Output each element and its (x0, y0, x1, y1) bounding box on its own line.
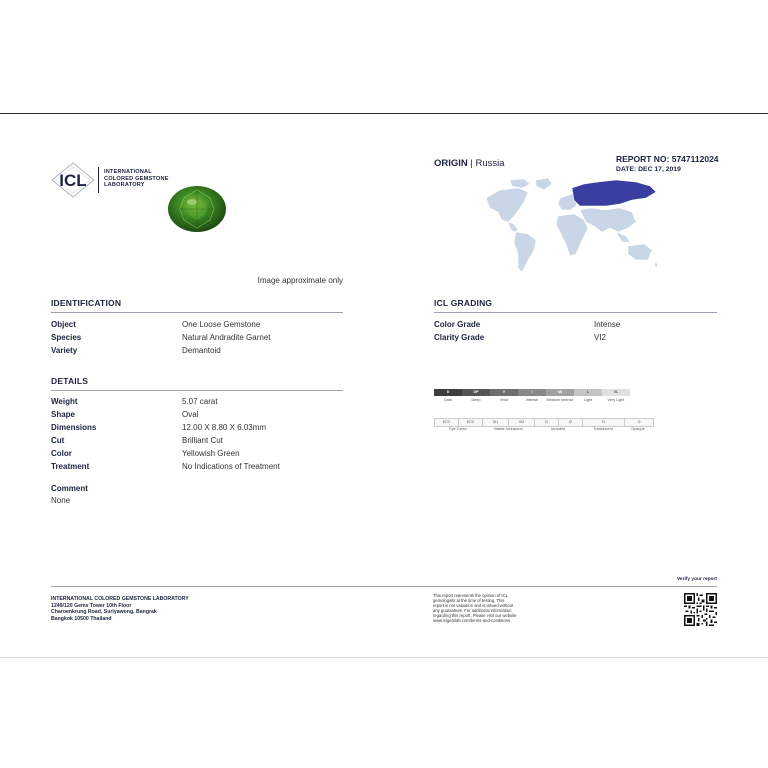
row-label: Cut (51, 436, 65, 445)
verify-report-link[interactable]: Verify your report (677, 577, 717, 582)
color-scale-cell: I (518, 389, 546, 396)
clarity-scale-group: Opaque (631, 427, 645, 431)
logo-divider (98, 167, 99, 193)
color-scale-label: Medium Intense (546, 398, 574, 402)
row-value: VI2 (594, 333, 607, 342)
clarity-scale-cell: TL (583, 419, 625, 426)
comment-label: Comment (51, 484, 88, 493)
address-line: Bangkok 10500 Thailand (51, 615, 112, 622)
address-line: Charoenkrung Road, Suriyawong, Bangrak (51, 609, 157, 616)
row-value: 12.00 X 8.80 X 6.03mm (182, 423, 267, 432)
world-map (480, 176, 662, 278)
row-value: Demantoid (182, 346, 221, 355)
disclaimer-line: regarding this report, Please visit our website (433, 613, 517, 618)
identification-title: IDENTIFICATION (51, 298, 122, 308)
row-value: Brilliant Cut (182, 436, 223, 445)
logo-text (104, 169, 169, 189)
details-title: DETAILS (51, 376, 89, 386)
identification-row (51, 332, 343, 344)
color-scale-label: Deep (471, 398, 481, 402)
gemstone-image (166, 184, 228, 234)
clarity-scale-group: Visible Inclusions (493, 427, 523, 431)
row-label: Species (51, 333, 82, 342)
clarity-scale-group: Eye Clean (449, 427, 467, 431)
origin (434, 158, 505, 169)
qr-code-icon[interactable] (684, 593, 717, 626)
color-scale-label: Vivid (499, 398, 509, 402)
details-rule (51, 390, 343, 391)
row-label: Shape (51, 410, 76, 419)
logo-line: COLORED GEMSTONE (104, 175, 169, 182)
image-note: Image approximate only (257, 276, 343, 285)
logo-line: INTERNATIONAL (104, 169, 152, 175)
row-value: Yellowish Green (182, 449, 240, 458)
identification-row (51, 319, 343, 331)
logo-mark-text: ICL (59, 171, 87, 190)
disclaimer-line: report is not valuation and is issued without (433, 603, 514, 608)
lab-address (51, 596, 189, 622)
logo-line: LABORATORY (104, 182, 145, 189)
footer-rule (51, 586, 717, 587)
grading-row (434, 319, 717, 331)
color-scale-label: Very Light (607, 398, 625, 402)
color-scale-cell: VL (602, 389, 630, 396)
row-label: Dimensions (51, 423, 97, 432)
color-scale-cell: MI (546, 389, 574, 396)
clarity-scale-cell: I1 (535, 419, 559, 426)
row-label: Weight (51, 397, 78, 406)
grading-title: ICL GRADING (434, 298, 493, 308)
clarity-scale-group: Included (550, 427, 566, 431)
clarity-scale-cell: VI1 (483, 419, 509, 426)
icl-logo (50, 162, 180, 198)
row-value: Intense (594, 320, 621, 329)
identification-row (51, 345, 343, 357)
comment-value: None (51, 496, 71, 505)
icl-logo-mark-icon (50, 162, 96, 198)
color-scale-label: Intense (525, 398, 539, 402)
clarity-scale-cell: I2 (559, 419, 583, 426)
row-label: Color Grade (434, 320, 481, 329)
disclaimer-line: any guarantees. For additional information (433, 608, 512, 613)
color-scale-label: Dark (443, 398, 453, 402)
color-scale-cell: DP (462, 389, 490, 396)
row-label: Treatment (51, 462, 90, 471)
disclaimer-line: gemologists at the time of testing. This (433, 598, 505, 603)
row-label: Clarity Grade (434, 333, 485, 342)
color-scale-label: Light (583, 398, 593, 402)
report-number: REPORT NO: 5747112024 (616, 154, 719, 164)
clarity-scale-cell: EC2 (459, 419, 483, 426)
row-value: One Loose Gemstone (182, 320, 261, 329)
details-row (51, 409, 343, 421)
details-row (51, 448, 343, 460)
row-label: Object (51, 320, 76, 329)
origin-label: ORIGIN (434, 158, 468, 169)
color-scale-cell: V (490, 389, 518, 396)
clarity-scale-cell: VI2 (509, 419, 535, 426)
row-value: No Indications of Treatment (182, 462, 280, 471)
grading-rule (434, 312, 717, 313)
certificate (0, 113, 768, 658)
details-row (51, 435, 343, 447)
details-row (51, 461, 343, 473)
clarity-scale-cell: EC1 (435, 419, 459, 426)
color-scale-cell: L (574, 389, 602, 396)
disclaimer-line: This report represents the opinion of ICL (433, 593, 508, 598)
address-line: INTERNATIONAL COLORED GEMSTONE LABORATORY (51, 596, 189, 602)
row-value: Natural Andradite Garnet (182, 333, 271, 342)
disclaimer-line: www.iclgemlab.com/terms-and-conditions (433, 618, 511, 623)
clarity-scale-group: Translucent (593, 427, 613, 431)
clarity-grade-scale (434, 418, 654, 427)
identification-rule (51, 312, 343, 313)
details-row (51, 396, 343, 408)
row-label: Color (51, 449, 72, 458)
address-line: 1249/120 Gems Tower 10th Floor (51, 602, 132, 609)
color-scale-cell: D (434, 389, 462, 396)
color-grade-scale (434, 389, 630, 396)
report-date: DATE: DEC 17, 2019 (616, 166, 681, 173)
russia-highlight (572, 180, 656, 206)
row-label: Variety (51, 346, 78, 355)
disclaimer (433, 593, 525, 623)
origin-value: Russia (475, 158, 505, 169)
grading-row (434, 332, 717, 344)
origin-separator: | (470, 158, 473, 169)
color-scale-labels (434, 398, 630, 403)
row-value: 5.07 carat (182, 397, 218, 406)
clarity-scale-labels (434, 427, 652, 432)
row-value: Oval (182, 410, 199, 419)
details-row (51, 422, 343, 434)
clarity-scale-cell: O (625, 419, 653, 426)
